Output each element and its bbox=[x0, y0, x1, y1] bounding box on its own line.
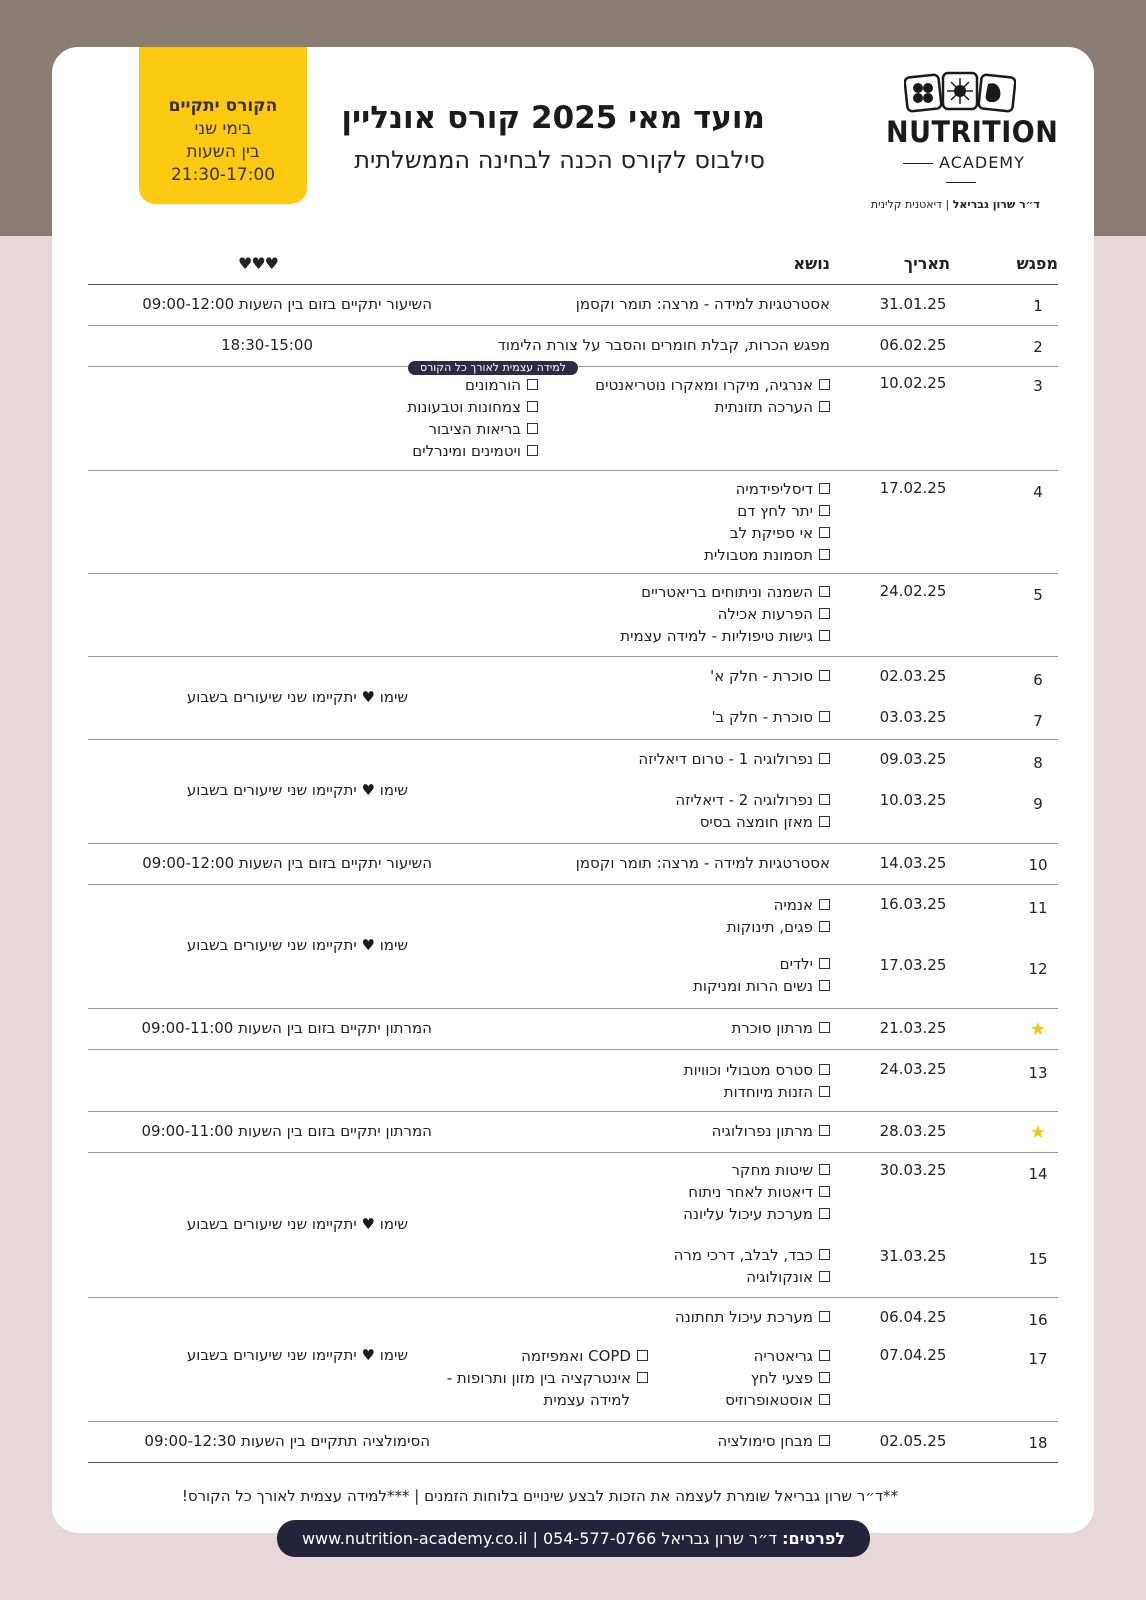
meeting-note: המרתון יתקיים בזום בין השעות 09:00-11:00 bbox=[141, 1122, 432, 1140]
logo-subtitle: ACADEMY bbox=[886, 153, 1036, 191]
table-header bbox=[88, 248, 1058, 285]
topic-list bbox=[725, 1345, 830, 1411]
contact-bar bbox=[277, 1520, 870, 1557]
meeting-date: 02.05.25 bbox=[879, 1432, 947, 1450]
checkbox-icon bbox=[527, 423, 538, 434]
topic-item: צמחונות וטבעונות bbox=[407, 396, 538, 418]
checkbox-icon bbox=[819, 921, 830, 932]
meeting-number: 17 bbox=[1028, 1350, 1048, 1368]
contact-details: ד״ר שרון גבריאל 054-577-0766 | www.nutrition-academy.co.il bbox=[301, 1529, 777, 1548]
table-row bbox=[88, 1009, 1058, 1050]
logo-cards-icon bbox=[904, 70, 1016, 114]
topic-item: דיסליפידמיה bbox=[704, 478, 830, 500]
meeting-number: 11 bbox=[1028, 899, 1048, 917]
topic-item: יתר לחץ דם bbox=[704, 500, 830, 522]
topic-list bbox=[684, 1059, 830, 1103]
topic-list-secondary bbox=[447, 1345, 648, 1411]
topic-list-secondary bbox=[407, 374, 538, 462]
checkbox-icon bbox=[819, 816, 830, 827]
topic-item: נפרולוגיה 1 - טרום דיאליזה bbox=[638, 750, 830, 768]
header-date: תאריך bbox=[903, 254, 950, 273]
checkbox-icon bbox=[819, 794, 830, 805]
meeting-note: השיעור יתקיים בזום בין השעות 09:00-12:00 bbox=[142, 854, 432, 872]
meeting-topic: אסטרטגיות למידה - מרצה: תומר וקסמן bbox=[575, 295, 830, 313]
meeting-number: 14 bbox=[1028, 1165, 1048, 1183]
checkbox-icon bbox=[819, 608, 830, 619]
topic-item: פצעי לחץ bbox=[725, 1367, 830, 1389]
topic-item: מאזן חומצה בסיס bbox=[675, 811, 830, 833]
checkbox-icon bbox=[819, 527, 830, 538]
meeting-date: 28.03.25 bbox=[879, 1122, 947, 1140]
meeting-date: 03.03.25 bbox=[879, 708, 947, 726]
topic-item: סטרס מטבולי וכוויות bbox=[684, 1059, 830, 1081]
topic-item: דיאטות לאחר ניתוח bbox=[683, 1181, 830, 1203]
checkbox-icon bbox=[819, 586, 830, 597]
meeting-date: 21.03.25 bbox=[879, 1019, 947, 1037]
checkbox-icon bbox=[819, 1208, 830, 1219]
meeting-date: 16.03.25 bbox=[879, 895, 947, 913]
checkbox-icon bbox=[819, 1350, 830, 1361]
topic-list bbox=[675, 789, 830, 833]
schedule-line: הקורס יתקיים bbox=[168, 96, 278, 116]
meeting-number: 1 bbox=[1033, 297, 1043, 315]
meeting-topic: מפגש הכרות, קבלת חומרים והסבר על צורת הלימוד bbox=[497, 336, 830, 354]
topic-item: מערכת עיכול עליונה bbox=[683, 1203, 830, 1225]
table-row bbox=[88, 1050, 1058, 1112]
topic-item: הזנות מיוחדות bbox=[684, 1081, 830, 1103]
checkbox-icon bbox=[819, 379, 830, 390]
two-lessons-note: שימו ♥ יתקיימו שני שיעורים בשבוע bbox=[186, 1346, 408, 1364]
checkbox-icon bbox=[819, 1125, 830, 1136]
table-row bbox=[88, 361, 1058, 471]
meeting-number: 12 bbox=[1028, 960, 1048, 978]
checkbox-icon bbox=[819, 1372, 830, 1383]
table-row-group bbox=[88, 885, 1058, 1009]
table-row bbox=[88, 1112, 1058, 1153]
checkbox-icon bbox=[819, 958, 830, 969]
table-row-group bbox=[88, 657, 1058, 740]
syllabus-table bbox=[88, 248, 1058, 1463]
page-title: מועד מאי 2025 קורס אונליין bbox=[341, 100, 765, 136]
two-lessons-note: שימו ♥ יתקיימו שני שיעורים בשבוע bbox=[186, 688, 408, 706]
checkbox-icon bbox=[819, 1064, 830, 1075]
heart-icon: ♥ bbox=[361, 688, 375, 706]
table-row bbox=[88, 285, 1058, 326]
heart-icon: ♥ bbox=[361, 936, 375, 954]
meeting-date: 06.04.25 bbox=[879, 1308, 947, 1326]
meeting-number: 7 bbox=[1033, 712, 1043, 730]
topic-item: כבד, לבלב, דרכי מרה bbox=[674, 1244, 830, 1266]
checkbox-icon bbox=[819, 711, 830, 722]
two-lessons-note: שימו ♥ יתקיימו שני שיעורים בשבוע bbox=[186, 781, 408, 799]
meeting-date: 24.02.25 bbox=[879, 582, 947, 600]
doctor-credit bbox=[871, 198, 1040, 211]
two-lessons-note: שימו ♥ יתקיימו שני שיעורים בשבוע bbox=[186, 936, 408, 954]
topic-item: השמנה וניתוחים בריאטריים bbox=[620, 581, 830, 603]
checkbox-icon bbox=[819, 549, 830, 560]
table-row-group bbox=[88, 1153, 1058, 1298]
meeting-number: 5 bbox=[1033, 586, 1043, 604]
topic-item: מבחן סימולציה bbox=[718, 1432, 830, 1450]
checkbox-icon bbox=[819, 670, 830, 681]
doctor-title: דיאטנית קלינית bbox=[870, 198, 943, 211]
self-study-pill: למידה עצמית לאורך כל הקורס bbox=[408, 361, 578, 375]
checkbox-icon bbox=[819, 980, 830, 991]
topic-list bbox=[683, 1159, 830, 1225]
meeting-date: 17.02.25 bbox=[879, 479, 947, 497]
checkbox-icon bbox=[527, 445, 538, 456]
meeting-date: 07.04.25 bbox=[879, 1346, 947, 1364]
header-topic: נושא bbox=[793, 254, 830, 273]
topic-item: אנרגיה, מיקרו ומאקרו נוטריאנטים bbox=[595, 374, 830, 396]
topic-item: נשים הרות ומניקות bbox=[693, 975, 830, 997]
topic-item: מערכת עיכול תחתונה bbox=[675, 1308, 830, 1326]
topic-item-continuation: למידה עצמית bbox=[543, 1391, 630, 1409]
meeting-date: 10.03.25 bbox=[879, 791, 947, 809]
checkbox-icon bbox=[819, 1086, 830, 1097]
table-row bbox=[88, 574, 1058, 657]
logo-wordmark: NUTRITION bbox=[886, 115, 1059, 150]
contact-label: לפרטים: bbox=[782, 1529, 846, 1548]
doctor-separator: | bbox=[942, 198, 953, 211]
checkbox-icon bbox=[637, 1350, 648, 1361]
meeting-number: 8 bbox=[1033, 754, 1043, 772]
meeting-note: המרתון יתקיים בזום בין השעות 09:00-11:00 bbox=[141, 1019, 432, 1037]
checkbox-icon bbox=[527, 379, 538, 390]
page-subtitle: סילבוס לקורס הכנה לבחינה הממשלתית bbox=[354, 146, 765, 174]
topic-item: שיטות מחקר bbox=[683, 1159, 830, 1181]
meeting-number: 18 bbox=[1028, 1434, 1048, 1452]
meeting-note: הסימולציה תתקיים בין השעות 09:00-12:30 bbox=[144, 1432, 430, 1450]
heart-icon: ♥ bbox=[361, 1346, 375, 1364]
checkbox-icon bbox=[819, 1249, 830, 1260]
meeting-date: 10.02.25 bbox=[879, 374, 947, 392]
header-meeting: מפגש bbox=[1016, 254, 1058, 273]
topic-item: אי ספיקת לב bbox=[704, 522, 830, 544]
checkbox-icon bbox=[819, 1186, 830, 1197]
checkbox-icon bbox=[819, 630, 830, 641]
topic-item: פגים, תינוקות bbox=[727, 916, 830, 938]
checkbox-icon bbox=[819, 753, 830, 764]
topic-item: אונקולוגיה bbox=[674, 1266, 830, 1288]
topic-list bbox=[620, 581, 830, 647]
checkbox-icon bbox=[819, 1394, 830, 1405]
topic-item: סוכרת - חלק א' bbox=[710, 667, 830, 685]
topic-item: הפרעות אכילה bbox=[620, 603, 830, 625]
topic-list bbox=[704, 478, 830, 566]
topic-item: ויטמינים ומינרלים bbox=[407, 440, 538, 462]
topic-item: אוסטאופרוזיס bbox=[725, 1389, 830, 1411]
meeting-number: 3 bbox=[1033, 377, 1043, 395]
meeting-date: 02.03.25 bbox=[879, 667, 947, 685]
doctor-name: ד״ר שרון גבריאל bbox=[952, 198, 1040, 211]
meeting-number: 13 bbox=[1028, 1064, 1048, 1082]
checkbox-icon bbox=[637, 1372, 648, 1383]
meeting-date: 17.03.25 bbox=[879, 956, 947, 974]
schedule-line: 21:30-17:00 bbox=[170, 165, 276, 185]
heart-icon: ♥ bbox=[361, 781, 375, 799]
two-lessons-note: שימו ♥ יתקיימו שני שיעורים בשבוע bbox=[186, 1215, 408, 1233]
checkbox-icon bbox=[819, 1311, 830, 1322]
topic-list bbox=[674, 1244, 830, 1288]
checkbox-icon bbox=[819, 1164, 830, 1175]
checkbox-icon bbox=[819, 1435, 830, 1446]
meeting-date: 31.03.25 bbox=[879, 1247, 947, 1265]
topic-list bbox=[595, 374, 830, 418]
meeting-date: 24.03.25 bbox=[879, 1060, 947, 1078]
checkbox-icon bbox=[819, 1022, 830, 1033]
table-row-group bbox=[88, 1298, 1058, 1422]
topic-item: ילדים bbox=[693, 953, 830, 975]
meeting-date: 09.03.25 bbox=[879, 750, 947, 768]
checkbox-icon bbox=[819, 505, 830, 516]
meeting-number: 9 bbox=[1033, 795, 1043, 813]
meeting-number: 2 bbox=[1033, 338, 1043, 356]
checkbox-icon bbox=[819, 899, 830, 910]
topic-item: גריאטריה bbox=[725, 1345, 830, 1367]
meeting-number: 10 bbox=[1028, 856, 1048, 874]
meeting-number: 15 bbox=[1028, 1250, 1048, 1268]
star-icon: ★ bbox=[1029, 1122, 1047, 1143]
schedule-line: בין השעות bbox=[186, 142, 260, 162]
topic-item: אינטרקציה בין מזון ותרופות - bbox=[447, 1367, 648, 1389]
heart-icon: ♥ bbox=[361, 1215, 375, 1233]
star-icon: ★ bbox=[1029, 1019, 1047, 1040]
nutrition-academy-logo bbox=[886, 70, 1059, 190]
topic-list bbox=[727, 894, 830, 938]
topic-item: סוכרת - חלק ב' bbox=[711, 708, 830, 726]
meeting-number: 4 bbox=[1033, 483, 1043, 501]
footnote: **ד״ר שרון גבריאל שומרת לעצמה את הזכות לבצע שינויים בלוחות הזמנים | ***למידה עצמית לאורך כל הקורס! bbox=[181, 1487, 899, 1505]
meeting-date: 14.03.25 bbox=[879, 854, 947, 872]
topic-item: תסמונת מטבולית bbox=[704, 544, 830, 566]
checkbox-icon bbox=[819, 1271, 830, 1282]
topic-list bbox=[693, 953, 830, 997]
course-schedule-box bbox=[139, 47, 307, 204]
table-row bbox=[88, 844, 1058, 885]
header-hearts: ♥♥♥ bbox=[237, 254, 278, 273]
topic-item: אנמיה bbox=[727, 894, 830, 916]
checkbox-icon bbox=[819, 483, 830, 494]
topic-item: מרתון נפרולוגיה bbox=[712, 1122, 830, 1140]
topic-item: הערכה תזונתית bbox=[595, 396, 830, 418]
meeting-number: 6 bbox=[1033, 671, 1043, 689]
meeting-date: 31.01.25 bbox=[879, 295, 947, 313]
topic-item: מרתון סוכרת bbox=[731, 1019, 830, 1037]
checkbox-icon bbox=[527, 401, 538, 412]
topic-item: בריאות הציבור bbox=[407, 418, 538, 440]
meeting-note: השיעור יתקיים בזום בין השעות 09:00-12:00 bbox=[142, 295, 432, 313]
checkbox-icon bbox=[819, 401, 830, 412]
topic-item: COPD ואמפיזמה bbox=[447, 1345, 648, 1367]
meeting-number: 16 bbox=[1028, 1311, 1048, 1329]
meeting-date: 30.03.25 bbox=[879, 1161, 947, 1179]
meeting-date: 06.02.25 bbox=[879, 336, 947, 354]
table-row-group bbox=[88, 740, 1058, 844]
topic-item: נפרולוגיה 2 - דיאליזה bbox=[675, 789, 830, 811]
schedule-line: בימי שני bbox=[194, 119, 252, 139]
meeting-topic: אסטרטגיות למידה - מרצה: תומר וקסמן bbox=[575, 854, 830, 872]
topic-item: הורמונים bbox=[407, 374, 538, 396]
meeting-note: 18:30-15:00 bbox=[221, 336, 313, 354]
topic-item: גישות טיפוליות - למידה עצמית bbox=[620, 625, 830, 647]
table-row bbox=[88, 471, 1058, 574]
table-row bbox=[88, 1422, 1058, 1463]
